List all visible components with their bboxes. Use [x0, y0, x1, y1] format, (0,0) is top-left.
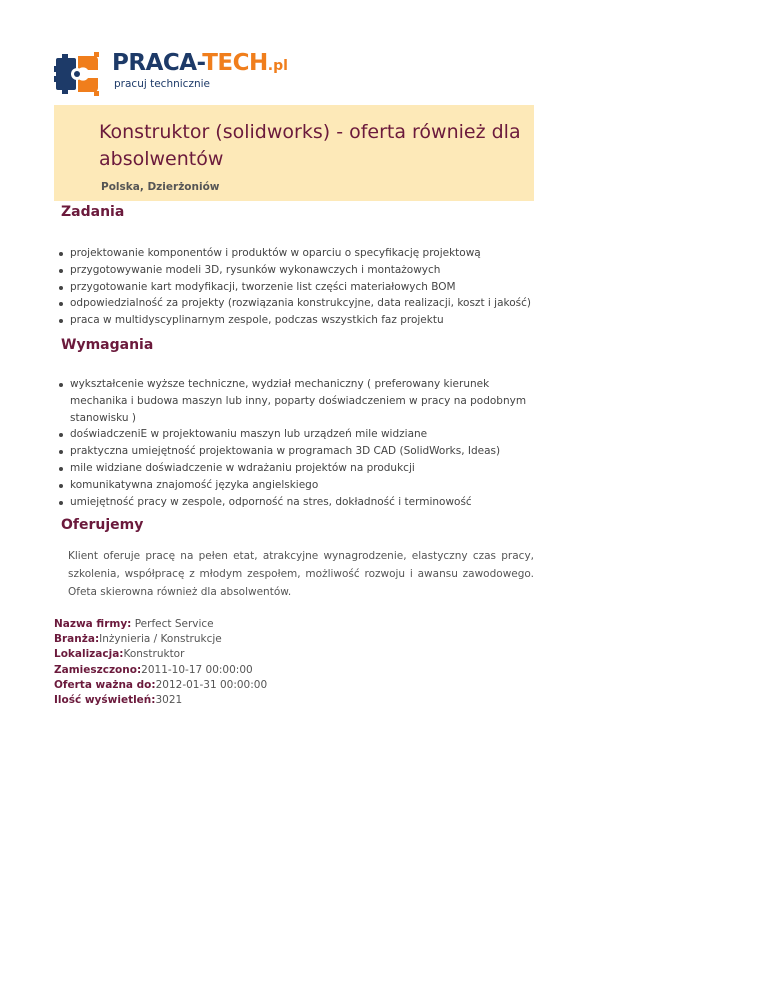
valid-until-value: 2012-01-31 00:00:00 — [155, 678, 268, 691]
posted-row — [54, 663, 534, 678]
company-value: Perfect Service — [131, 618, 214, 630]
posted-label: Zamieszczono: — [54, 663, 142, 676]
list-item — [58, 262, 534, 279]
list-item-text: praktyczna umiejętność projektowania w programach 3D CAD (SolidWorks, Ideas) — [70, 445, 501, 458]
bullet-icon — [59, 383, 63, 387]
gear-logo-icon — [54, 52, 100, 96]
list-item-text: wykształcenie wyższe techniczne, wydział mechaniczny ( preferowany kierunek mechanika i budowa maszyn lub inny, poparty doświadczeniem w pracy na podobnym stanowisku ) — [70, 378, 527, 424]
offer-details — [54, 617, 534, 708]
industry-label: Branża: — [54, 633, 100, 646]
bullet-icon — [59, 252, 63, 256]
requirements-heading: Wymagania — [61, 337, 154, 353]
list-item — [58, 460, 534, 477]
logo-wordmark — [112, 50, 288, 79]
views-row — [54, 693, 534, 708]
logo-word-tech: TECH — [202, 50, 268, 76]
valid-until-label: Oferta ważna do: — [54, 678, 156, 691]
list-item-text: praca w multidyscyplinarnym zespole, podczas wszystkich faz projektu — [70, 314, 444, 327]
views-value: 3021 — [155, 694, 183, 707]
list-item-text: umiejętność pracy w zespole, odporność na stres, dokładność i terminowość — [70, 495, 472, 508]
bullet-icon — [59, 319, 63, 323]
list-item — [58, 295, 534, 312]
list-item — [58, 376, 534, 426]
list-item-text: mile widziane doświadczenie w wdrażaniu projektów na produkcji — [70, 461, 415, 474]
tasks-heading: Zadania — [61, 204, 125, 220]
list-item-text: przygotowywanie modeli 3D, rysunków wykonawczych i montażowych — [70, 263, 441, 276]
tasks-list — [58, 245, 534, 329]
bullet-icon — [59, 286, 63, 290]
views-label: Ilość wyświetleń: — [54, 694, 156, 707]
list-item — [58, 494, 534, 511]
location-row — [54, 647, 534, 662]
list-item — [58, 279, 534, 296]
valid-until-row — [54, 678, 534, 693]
bullet-icon — [59, 467, 63, 471]
bullet-icon — [59, 302, 63, 306]
logo-tagline: pracuj technicznie — [114, 78, 210, 90]
offer-heading: Oferujemy — [61, 517, 144, 533]
list-item-text: komunikatywna znajomość języka angielskiego — [70, 478, 319, 491]
company-label: Nazwa firmy: — [54, 618, 132, 630]
logo-word-praca: PRACA- — [112, 50, 203, 76]
list-item — [58, 477, 534, 494]
logo-word-suffix: .pl — [267, 58, 288, 74]
bullet-icon — [59, 269, 63, 273]
bullet-icon — [59, 484, 63, 488]
offer-header — [54, 105, 534, 201]
bullet-icon — [59, 450, 63, 454]
bullet-icon — [59, 433, 63, 437]
location-value: Konstruktor — [123, 648, 185, 661]
list-item-text: odpowiedzialność za projekty (rozwiązania konstrukcyjne, data realizacji, koszt i jakość) — [70, 297, 531, 310]
location-label: Lokalizacja: — [54, 648, 124, 661]
job-title: Konstruktor (solidworks) - oferta również dla absolwentów — [99, 121, 521, 170]
list-item — [58, 443, 534, 460]
list-item-text: przygotowanie kart modyfikacji, tworzenie list części materiałowych BOM — [70, 280, 456, 293]
bullet-icon — [59, 501, 63, 505]
list-item-text: doświadczeniE w projektowaniu maszyn lub urządzeń mile widziane — [70, 428, 428, 441]
site-logo[interactable] — [54, 50, 288, 98]
requirements-list — [58, 376, 534, 510]
list-item-text: projektowanie komponentów i produktów w oparciu o specyfikację projektową — [70, 247, 481, 259]
list-item — [58, 426, 534, 443]
industry-value: Inżynieria / Konstrukcje — [99, 633, 222, 646]
industry-row — [54, 632, 534, 647]
list-item — [58, 245, 534, 262]
list-item — [58, 312, 534, 329]
posted-value: 2011-10-17 00:00:00 — [141, 663, 253, 676]
job-location: Polska, Dzierżoniów — [101, 181, 220, 193]
offer-description: Klient oferuje pracę na pełen etat, atrakcyjne wynagrodzenie, elastyczny czas pracy, szkolenia, współpracę z młodym zespołem, możliwość rozwoju i awansu zawodowego. Ofeta skierowna również dla absolwentów. — [68, 550, 534, 598]
company-row — [54, 617, 534, 632]
